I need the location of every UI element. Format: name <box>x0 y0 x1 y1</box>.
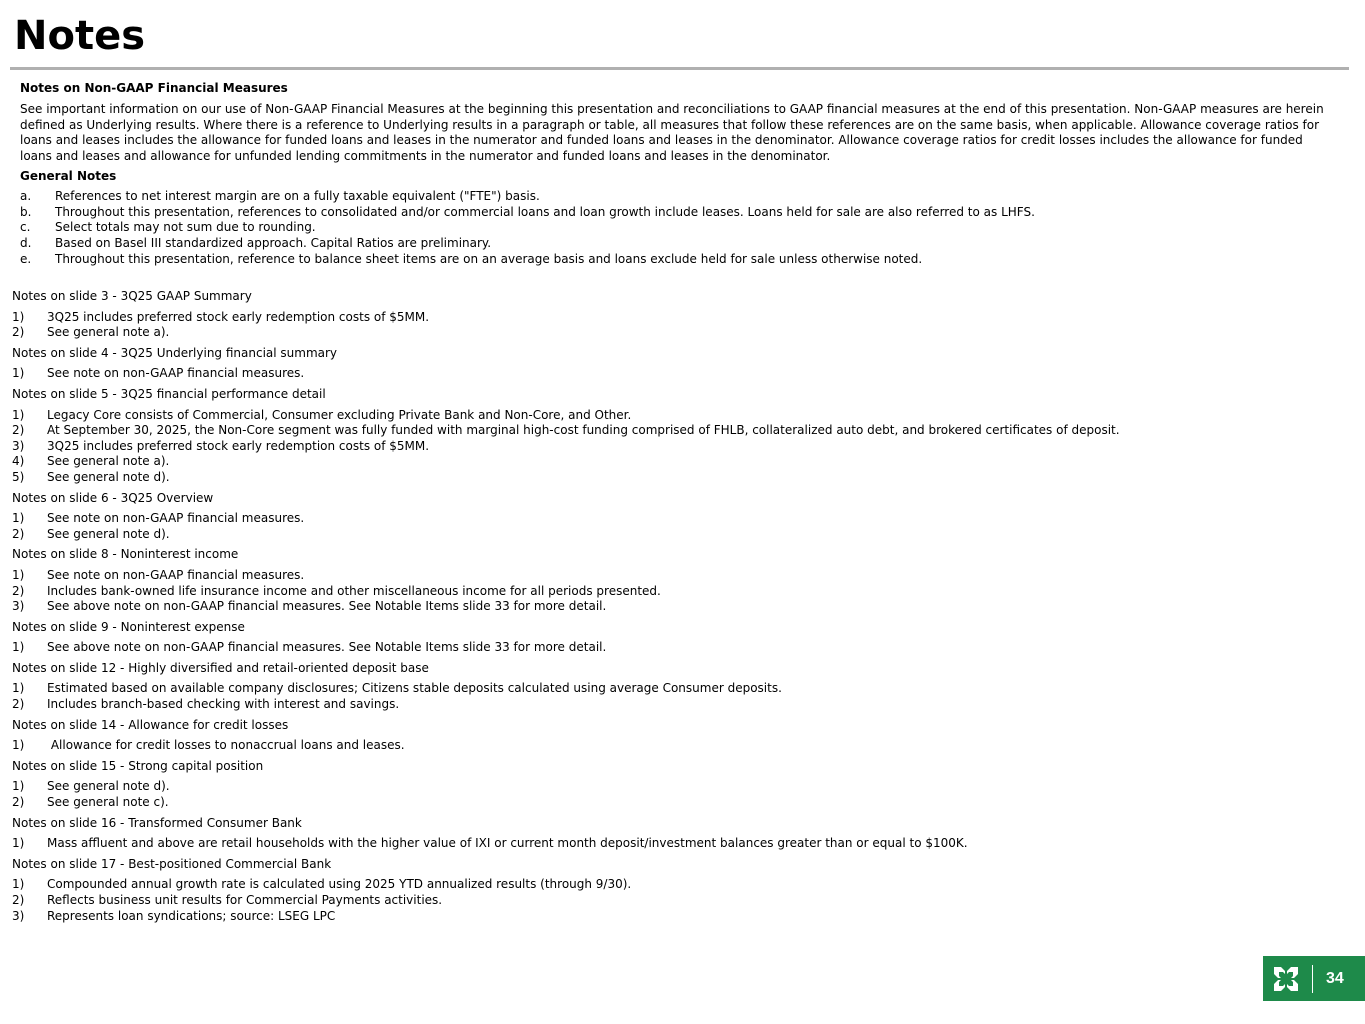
slide-note-heading: Notes on slide 9 - Noninterest expense <box>12 619 245 634</box>
slide-note-section <box>12 346 1342 382</box>
slide-note-marker: 1) <box>12 877 25 892</box>
slide-note-item <box>12 511 1342 527</box>
slide-note-text: See general note d). <box>47 526 170 541</box>
slide-note-list <box>12 877 1342 924</box>
slide-note-marker: 4) <box>12 454 25 469</box>
general-note-marker: a. <box>20 188 32 203</box>
slide-note-item <box>12 325 1342 341</box>
slide-note-marker: 1) <box>12 511 25 526</box>
general-notes-heading: General Notes <box>20 168 117 183</box>
slide-note-item <box>12 640 1342 656</box>
slide-note-text: At September 30, 2025, the Non-Core segment was fully funded with marginal high-cost funding comprised of FHLB, collateralized auto debt, and brokered certificates of deposit. <box>47 423 1120 438</box>
slide-note-text: See above note on non-GAAP financial measures. See Notable Items slide 33 for more detail. <box>47 640 607 655</box>
slide-note-list <box>12 511 1342 542</box>
slide-note-marker: 2) <box>12 697 25 712</box>
general-note-marker: e. <box>20 251 32 266</box>
slide-note-text: Mass affluent and above are retail households with the higher value of IXI or current month deposit/investment balances greater than or equal to $100K. <box>47 836 968 851</box>
general-note-marker: c. <box>20 220 31 235</box>
slide-note-list <box>12 366 1342 382</box>
slide-note-text: 3Q25 includes preferred stock early redemption costs of $5MM. <box>47 309 430 324</box>
slide-note-text: Includes branch-based checking with interest and savings. <box>47 697 400 712</box>
slide-note-heading: Notes on slide 14 - Allowance for credit losses <box>12 717 289 732</box>
slide-note-item <box>12 877 1342 893</box>
slide-note-list <box>12 640 1342 656</box>
slide-note-list <box>12 568 1342 615</box>
slide-note-item <box>12 310 1342 326</box>
page-title: Notes <box>14 13 146 59</box>
slide-note-marker: 1) <box>12 738 25 753</box>
slide-note-heading: Notes on slide 17 - Best-positioned Commercial Bank <box>12 856 332 871</box>
slide-note-item <box>12 795 1342 811</box>
slide-note-section <box>12 547 1342 614</box>
general-note-marker: d. <box>20 236 32 251</box>
general-note-text: Throughout this presentation, references to consolidated and/or commercial loans and loan growth include leases. Loans held for sale are also referred to as LHFS. <box>55 204 1035 219</box>
slide-note-marker: 1) <box>12 836 25 851</box>
slide-note-marker: 1) <box>12 640 25 655</box>
slide-note-item <box>12 454 1342 470</box>
slide-note-item <box>12 779 1342 795</box>
slide-note-text: Reflects business unit results for Commercial Payments activities. <box>47 893 443 907</box>
slide-note-heading: Notes on slide 6 - 3Q25 Overview <box>12 490 214 505</box>
slide-note-list <box>12 408 1342 486</box>
slide-note-marker: 1) <box>12 309 25 324</box>
slide-note-heading: Notes on slide 3 - 3Q25 GAAP Summary <box>12 289 252 303</box>
slide-notes <box>12 289 1342 929</box>
slide-note-marker: 2) <box>12 893 25 907</box>
slide-note-item <box>12 584 1342 600</box>
slide-note-heading: Notes on slide 8 - Noninterest income <box>12 547 239 562</box>
slide-note-item <box>12 697 1342 713</box>
slide-note-text: See general note d). <box>47 469 170 484</box>
slide-note-item <box>12 408 1342 424</box>
slide-note-text: See note on non-GAAP financial measures. <box>47 511 305 526</box>
slide-note-marker: 5) <box>12 469 25 484</box>
slide-note-section <box>12 857 1342 924</box>
title-divider <box>10 67 1349 70</box>
slide-note-marker: 1) <box>12 779 25 794</box>
general-notes-list <box>20 189 1338 268</box>
citizens-logo-icon <box>1272 965 1300 993</box>
slide-note-text: See note on non-GAAP financial measures. <box>47 366 305 381</box>
page-number: 34 <box>1326 969 1344 987</box>
slide-note-section <box>12 289 1342 341</box>
slide-note-text: See general note d). <box>47 779 170 794</box>
slide-note-item <box>12 909 1342 925</box>
slide-note-heading: Notes on slide 16 - Transformed Consumer Bank <box>12 815 302 830</box>
slide-note-heading: Notes on slide 5 - 3Q25 financial performance detail <box>12 386 326 401</box>
slide-note-text: Represents loan syndications; source: LSEG LPC <box>47 908 336 923</box>
slide-note-section <box>12 491 1342 543</box>
slide-note-section <box>12 620 1342 656</box>
slide-note-text: See general note a). <box>47 325 170 340</box>
slide-note-marker: 2) <box>12 423 25 438</box>
slide-note-marker: 1) <box>12 681 25 696</box>
slide-note-section <box>12 387 1342 486</box>
slide-note-marker: 2) <box>12 795 25 810</box>
slide-note-text: See note on non-GAAP financial measures. <box>47 567 305 582</box>
general-note-text: Based on Basel III standardized approach. Capital Ratios are preliminary. <box>55 236 492 251</box>
slide-note-marker: 1) <box>12 567 25 582</box>
slide-note-item <box>12 738 1342 754</box>
slide-note-marker: 1) <box>12 407 25 422</box>
slide-note-list <box>12 836 1342 852</box>
slide-note-marker: 2) <box>12 583 25 598</box>
footer-separator <box>1312 965 1313 993</box>
slide-note-list <box>12 310 1342 341</box>
footer-badge <box>1263 956 1365 1001</box>
general-note-text: References to net interest margin are on a fully taxable equivalent ("FTE") basis. <box>55 188 540 203</box>
nongaap-heading: Notes on Non-GAAP Financial Measures <box>20 81 288 95</box>
general-note-item <box>20 205 1338 221</box>
slide-note-text: See general note a). <box>47 454 170 469</box>
slide-note-item <box>12 470 1342 486</box>
nongaap-paragraph: See important information on our use of Non-GAAP Financial Measures at the beginning this presentation and reconciliations to GAAP financial measures at the end of this presentation. Non-GAAP measures are herein defined as Underlying results. Where there is a reference to Underlying results in a paragraph or table, all measures that follow these references are on the same basis, when applicable. Allowance coverage ratios for loans and leases includes the allowance for funded loans and leases in the numerator and funded loans and leases in the denominator. Allowance coverage ratios for credit losses includes the allowance for funded loans and leases and allowance for unfunded lending commitments in the numerator and funded loans and leases in the denominator. <box>20 101 1324 164</box>
slide-note-marker: 1) <box>12 366 25 381</box>
slide-note-item <box>12 366 1342 382</box>
intro-notes <box>20 81 1338 268</box>
slide-note-marker: 2) <box>12 526 25 541</box>
slide-note-item <box>12 681 1342 697</box>
slide-note-section <box>12 759 1342 811</box>
slide-note-item <box>12 439 1342 455</box>
slide-note-section <box>12 816 1342 852</box>
general-note-item <box>20 236 1338 252</box>
slide-note-heading: Notes on slide 4 - 3Q25 Underlying financial summary <box>12 345 338 360</box>
general-note-item <box>20 220 1338 236</box>
slide-note-heading: Notes on slide 12 - Highly diversified and retail-oriented deposit base <box>12 660 429 675</box>
general-note-item <box>20 189 1338 205</box>
slide-note-list <box>12 681 1342 712</box>
slide-note-item <box>12 599 1342 615</box>
slide-note-marker: 3) <box>12 908 25 923</box>
slide-note-text: See general note c). <box>47 795 169 810</box>
slide-note-item <box>12 568 1342 584</box>
slide-note-text: Legacy Core consists of Commercial, Consumer excluding Private Bank and Non-Core, and Other. <box>47 407 632 422</box>
slide-note-text: See above note on non-GAAP financial measures. See Notable Items slide 33 for more detail. <box>47 599 607 614</box>
slide-note-item <box>12 893 1342 909</box>
slide-note-marker: 3) <box>12 438 25 453</box>
slide-note-list <box>12 779 1342 810</box>
slide-note-section <box>12 661 1342 713</box>
slide-note-section <box>12 718 1342 754</box>
slide-note-text: Includes bank-owned life insurance income and other miscellaneous income for all periods presented. <box>47 583 661 598</box>
slide-note-text: Compounded annual growth rate is calculated using 2025 YTD annualized results (through 9/30). <box>47 877 632 892</box>
general-note-text: Throughout this presentation, reference to balance sheet items are on an average basis and loans exclude held for sale unless otherwise noted. <box>55 251 923 266</box>
slide-note-item <box>12 836 1342 852</box>
slide-note-text: Estimated based on available company disclosures; Citizens stable deposits calculated using average Consumer deposits. <box>47 681 782 696</box>
slide-note-marker: 2) <box>12 325 25 340</box>
general-note-text: Select totals may not sum due to rounding. <box>55 220 316 235</box>
slide-note-text: 3Q25 includes preferred stock early redemption costs of $5MM. <box>47 438 430 453</box>
general-note-item <box>20 252 1338 268</box>
general-note-marker: b. <box>20 204 32 219</box>
slide-note-marker: 3) <box>12 599 25 614</box>
slide-note-item <box>12 527 1342 543</box>
slide-note-heading: Notes on slide 15 - Strong capital position <box>12 758 264 773</box>
slide-note-item <box>12 423 1342 439</box>
slide-note-list <box>12 738 1342 754</box>
slide-note-text: Allowance for credit losses to nonaccrual loans and leases. <box>47 738 405 753</box>
